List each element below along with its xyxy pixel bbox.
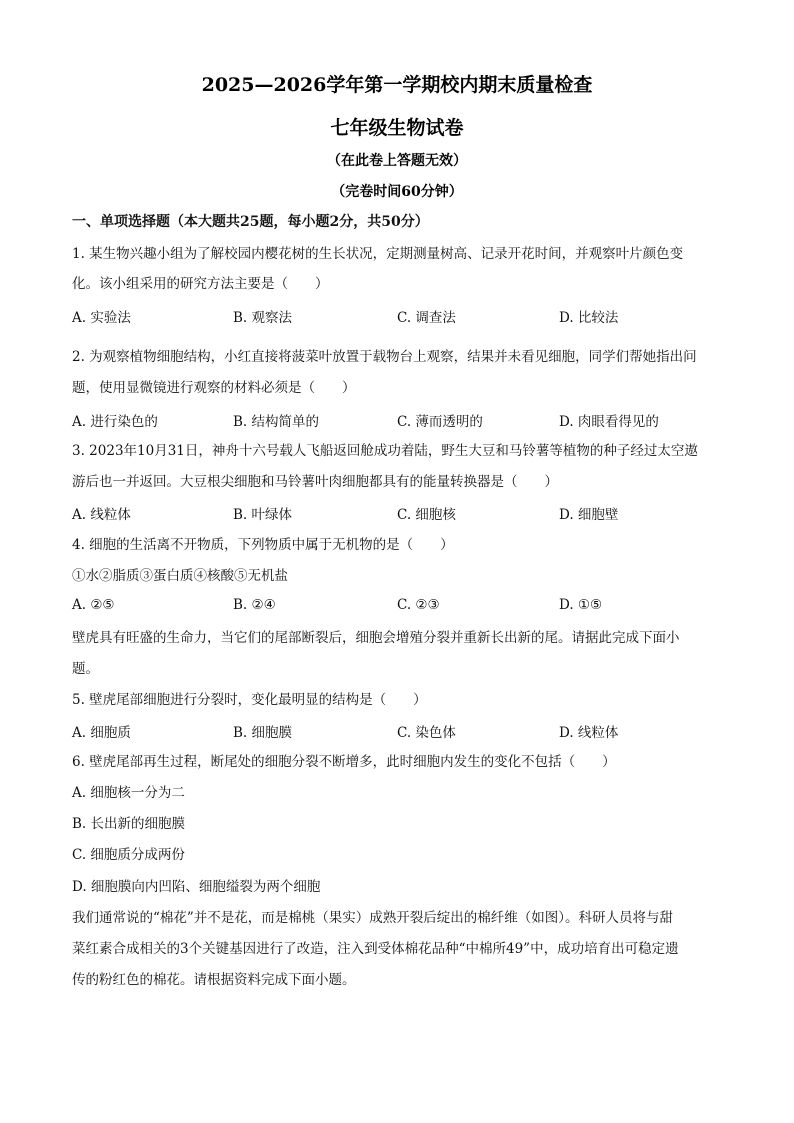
question-3-line-2: 游后也一并返回。大豆根尖细胞和马铃薯叶肉细胞都具有的能量转换器是（ ） bbox=[72, 474, 558, 490]
question-2-line-1: 2. 为观察植物细胞结构，小红直接将菠菜叶放置于载物台上观察，结果并未看见细胞，同学们帮她指出问 bbox=[72, 349, 697, 365]
passage-2-line-1: 我们通常说的“棉花”并不是花，而是棉桃（果实）成熟开裂后绽出的棉纤维（如图）。科研人员将与甜 bbox=[72, 910, 674, 926]
section-heading: 一、单项选择题（本大题共25题，每小题2分，共50分） bbox=[72, 214, 429, 230]
question-6-option-b: B. 长出新的细胞膜 bbox=[72, 816, 186, 832]
question-6-option-a: A. 细胞核一分为二 bbox=[72, 785, 185, 801]
question-2-option-b: B. 结构简单的 bbox=[233, 414, 320, 430]
question-3-option-b: B. 叶绿体 bbox=[233, 507, 293, 523]
question-5-line-1: 5. 壁虎尾部细胞进行分裂时，变化最明显的结构是（ ） bbox=[72, 692, 427, 708]
question-4-line-2: ①水②脂质③蛋白质④核酸⑤无机盐 bbox=[72, 568, 288, 584]
question-4-line-1: 4. 细胞的生活离不开物质，下列物质中属于无机物的是（ ） bbox=[72, 537, 454, 553]
question-1-line-1: 1. 某生物兴趣小组为了解校园内樱花树的生长状况，定期测量树高、记录开花时间，并观察叶片颜色变 bbox=[72, 246, 684, 262]
question-4-option-b: B. ②④ bbox=[233, 597, 276, 613]
question-3-options bbox=[72, 503, 732, 523]
question-1-options bbox=[72, 306, 732, 326]
question-2-options bbox=[72, 410, 732, 430]
question-1-option-b: B. 观察法 bbox=[233, 310, 293, 326]
question-5-option-c: C. 染色体 bbox=[397, 725, 456, 741]
question-2-option-a: A. 进行染色的 bbox=[72, 414, 158, 430]
question-1-line-2: 化。该小组采用的研究方法主要是（ ） bbox=[72, 276, 329, 292]
question-1-option-a: A. 实验法 bbox=[72, 310, 131, 326]
question-6-option-c: C. 细胞质分成两份 bbox=[72, 847, 185, 863]
exam-subject: 七年级生物试卷 bbox=[330, 117, 464, 139]
question-3-option-d: D. 细胞壁 bbox=[559, 507, 619, 523]
question-1-option-d: D. 比较法 bbox=[559, 310, 619, 326]
passage-1-line-1: 壁虎具有旺盛的生命力，当它们的尾部断裂后，细胞会增殖分裂并重新长出新的尾。请据此完成下面小 bbox=[72, 630, 680, 646]
question-2-option-d: D. 肉眼看得见的 bbox=[559, 414, 659, 430]
question-3-option-c: C. 细胞核 bbox=[397, 507, 456, 523]
question-3-line-1: 3. 2023年10月31日，神舟十六号载人飞船返回舱成功着陆，野生大豆和马铃薯等植物的种子经过太空遨 bbox=[72, 443, 698, 459]
question-5-option-a: A. 细胞质 bbox=[72, 725, 131, 741]
passage-2-line-3: 传的粉红色的棉花。请根据资料完成下面小题。 bbox=[72, 972, 356, 988]
question-1-option-c: C. 调查法 bbox=[397, 310, 456, 326]
question-6-option-d: D. 细胞膜向内凹陷、细胞缢裂为两个细胞 bbox=[72, 879, 321, 895]
question-4-option-d: D. ①⑤ bbox=[559, 597, 603, 613]
question-3-option-a: A. 线粒体 bbox=[72, 507, 131, 523]
exam-title: 2025—2026学年第一学期校内期末质量检查 bbox=[201, 74, 593, 96]
passage-1-line-2: 题。 bbox=[72, 661, 99, 677]
exam-note-time: （完卷时间60分钟） bbox=[331, 184, 463, 200]
question-5-option-d: D. 线粒体 bbox=[559, 725, 619, 741]
question-2-line-2: 题，使用显微镜进行观察的材料必须是（ ） bbox=[72, 380, 356, 396]
question-2-option-c: C. 薄而透明的 bbox=[397, 414, 483, 430]
question-5-option-b: B. 细胞膜 bbox=[233, 725, 293, 741]
question-4-options bbox=[72, 597, 732, 617]
question-5-options bbox=[72, 721, 732, 741]
question-4-option-a: A. ②⑤ bbox=[72, 597, 115, 613]
passage-2-line-2: 菜红素合成相关的3个关键基因进行了改造，注入到受体棉花品种“中棉所49”中，成功培育出可稳定遗 bbox=[72, 941, 679, 957]
question-4-option-c: C. ②③ bbox=[397, 597, 440, 613]
exam-note-invalid: （在此卷上答题无效） bbox=[327, 153, 467, 169]
question-6-line-1: 6. 壁虎尾部再生过程，断尾处的细胞分裂不断增多，此时细胞内发生的变化不包括（ ） bbox=[72, 754, 616, 770]
